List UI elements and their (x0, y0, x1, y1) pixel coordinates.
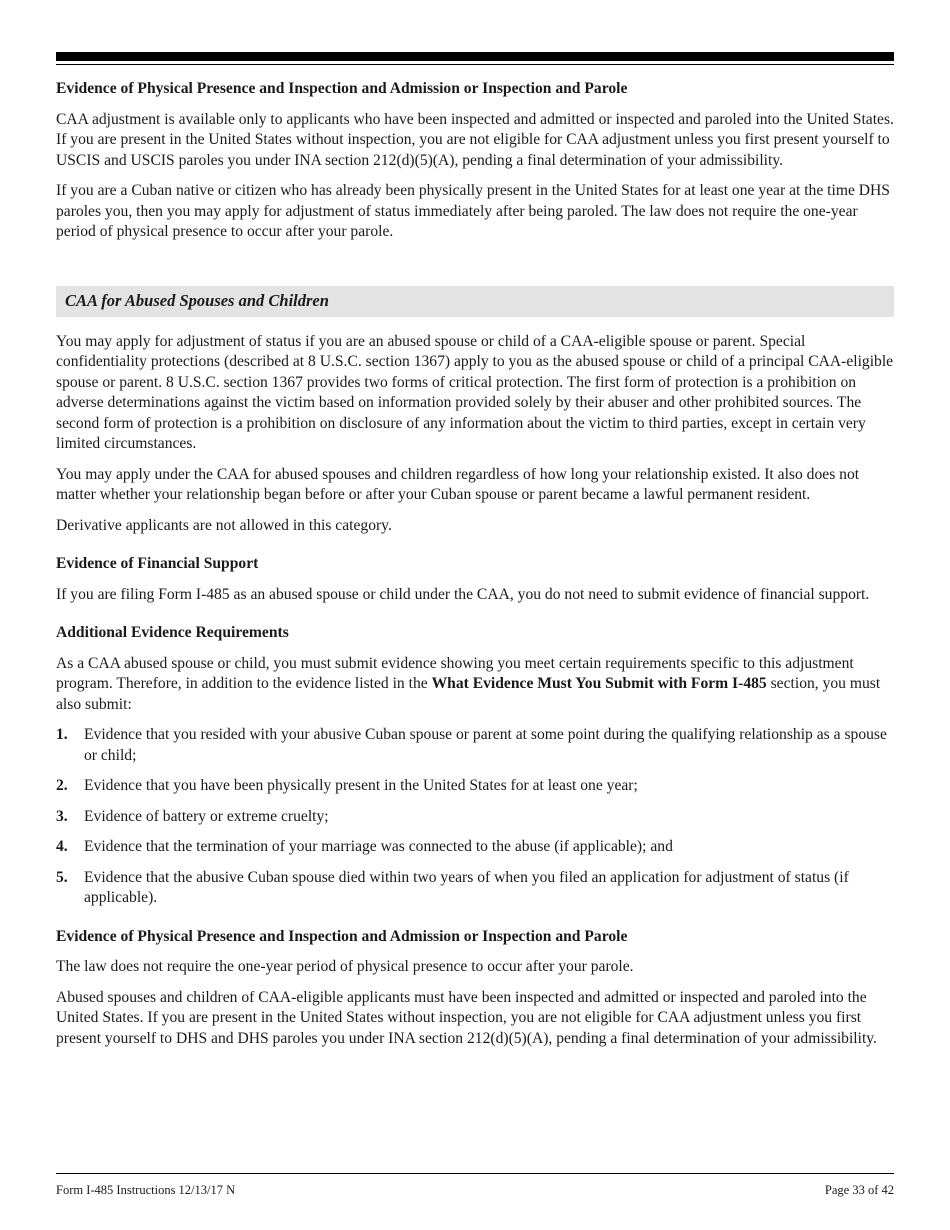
list-number: 1. (56, 726, 68, 743)
list-text: Evidence that you resided with your abusive Cuban spouse or parent at some point during the qualifying relationship as a spouse or child; (84, 726, 887, 764)
intro-text-end: section, you must also submit: (56, 675, 881, 713)
footer-page-number: Page 33 of 42 (824, 1183, 894, 1197)
list-text: Evidence that you have been physically present in the United States for at least one year; (84, 777, 638, 794)
section-heading: Evidence of Financial Support (56, 555, 259, 572)
list-item (56, 837, 894, 858)
footer-form-id: Form I-485 Instructions 12/13/17 N (56, 1183, 236, 1197)
banner-title: CAA for Abused Spouses and Children (65, 291, 329, 310)
paragraph: If you are filing Form I-485 as an abused spouse or child under the CAA, you do not need to submit evidence of financial support. (56, 585, 870, 603)
header-rule-thin (56, 64, 894, 65)
paragraph: You may apply for adjustment of status if you are an abused spouse or child of a CAA-eligible spouse or parent. Special confidentiality protections (described at 8 U.S.C. section 1367) apply to you as the abused spouse or child of a principal CAA-eligible spouse or parent. 8 U.S.C. section 1367 provides two forms of critical protection. The first form of protection is a prohibition on adverse determinations against the victim based on information provided solely by their abuser and other prohibited sources. The second form of protection is a prohibition on disclosure of any information about the victim to third parties, except in certain very limited circumstances. (56, 332, 894, 452)
list-number: 2. (56, 777, 68, 794)
paragraph (56, 654, 894, 716)
list-item (56, 725, 894, 766)
list-number: 4. (56, 838, 68, 855)
section-heading: Evidence of Physical Presence and Inspection and Admission or Inspection and Parole (56, 927, 628, 945)
intro-text: As a CAA abused spouse or child, you must submit evidence showing you meet certain requirements specific to this adjustment program. Therefore, in addition to the evidence listed in the (56, 654, 854, 692)
paragraph: Abused spouses and children of CAA-eligible applicants must have been inspected and admitted or inspected and paroled into the United States. If you are present in the United States without inspection, you are not eligible for CAA adjustment unless you first present yourself to DHS and DHS paroles you under INA section 212(d)(5)(A), pending a final determination of your admissibility. (56, 988, 877, 1047)
paragraph: CAA adjustment is available only to applicants who have been inspected and admitted or inspected and paroled into the United States. If you are present in the United States without inspection, you are not eligible for CAA adjustment unless you first present yourself to USCIS and USCIS paroles you under INA section 212(d)(5)(A), pending a final determination of your admissibility. (56, 110, 894, 169)
list-number: 5. (56, 868, 68, 886)
list-item (56, 776, 894, 797)
intro-bold-ref: What Evidence Must You Submit with Form I-485 (431, 675, 767, 692)
list-number: 3. (56, 807, 68, 825)
header-rule-thick (56, 52, 894, 61)
footer-rule (56, 1173, 894, 1174)
page-content (56, 79, 894, 1049)
list-item (56, 868, 894, 909)
paragraph: You may apply under the CAA for abused spouses and children regardless of how long your relationship existed. It also does not matter whether your relationship began before or after your Cuban spouse or parent became a lawful permanent resident. (56, 465, 860, 503)
paragraph: The law does not require the one-year period of physical presence to occur after your parole. (56, 958, 634, 975)
section-heading: Additional Evidence Requirements (56, 624, 289, 641)
section-heading: Evidence of Physical Presence and Inspection and Admission or Inspection and Parole (56, 80, 628, 97)
list-text: Evidence of battery or extreme cruelty; (84, 807, 329, 825)
list-text: Evidence that the abusive Cuban spouse died within two years of when you filed an application for adjustment of status (if applicable). (84, 868, 849, 906)
list-text: Evidence that the termination of your marriage was connected to the abuse (if applicable); and (84, 838, 673, 855)
paragraph: If you are a Cuban native or citizen who has already been physically present in the United States for at least one year at the time DHS paroles you, then you may apply for adjustment of status immediately after being paroled. The law does not require the one-year period of physical presence to occur after your parole. (56, 182, 890, 240)
paragraph: Derivative applicants are not allowed in this category. (56, 516, 392, 534)
list-item (56, 807, 894, 828)
section-banner (56, 286, 894, 317)
